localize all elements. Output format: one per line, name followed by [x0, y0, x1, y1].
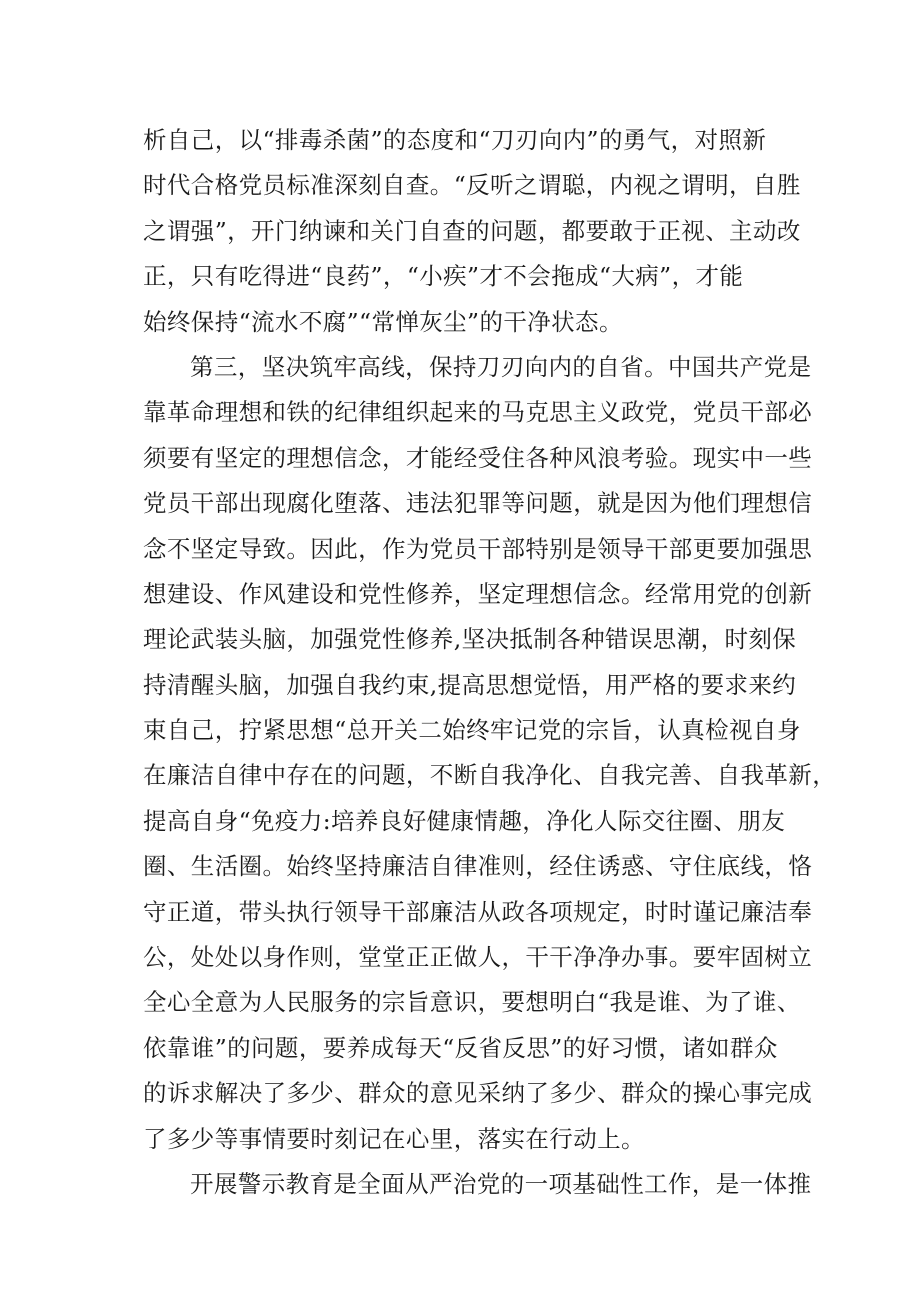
- document-body: [143, 118, 837, 1207]
- text-line: 理论武装头脑，加强党性修养,坚决抵制各种错误思潮，时刻保: [143, 625, 797, 654]
- text-line: 守正道，带头执行领导干部廉洁从政各项规定，时时谨记廉洁奉: [143, 897, 813, 926]
- text-line: 束自己，拧紧思想“总开关二始终牢记党的宗旨，认真检视自身: [143, 716, 801, 745]
- text-line: 党员干部出现腐化堕落、违法犯罪等问题，就是因为他们理想信: [143, 489, 813, 518]
- paragraph-first-line: 第三，坚决筑牢高线，保持刀刃向内的自省。中国共产党是: [190, 352, 812, 381]
- text-line: 靠革命理想和铁的纪律组织起来的马克思主义政党，党员干部必: [143, 398, 813, 427]
- text-line: 圈、生活圈。始终坚持廉洁自律准则，经住诱惑、守住底线，恪: [143, 852, 813, 881]
- text-line: 提高自身“免疫力:培养良好健康情趣，净化人际交往圈、朋友: [143, 806, 786, 835]
- text-line: 正，只有吃得进“良药”，“小疾”才不会拖成“大病”，才能: [143, 262, 744, 291]
- text-line: 了多少等事情要时刻记在心里，落实在行动上。: [143, 1124, 645, 1153]
- text-line: 的诉求解决了多少、群众的意见采纳了多少、群众的操心事完成: [143, 1079, 813, 1108]
- text-line: 析自己，以“排毒杀菌”的态度和“刀刃向内”的勇气，对照新: [143, 126, 767, 154]
- text-line: 在廉洁自律中存在的问题，不断自我净化、自我完善、自我革新，: [143, 761, 837, 790]
- text-line: 全心全意为人民服务的宗旨意识，要想明白“我是谁、为了谁、: [143, 988, 801, 1017]
- text-line: 须要有坚定的理想信念，才能经受住各种风浪考验。现实中一些: [143, 443, 813, 472]
- paragraph-first-line: 开展警示教育是全面从严治党的一项基础性工作，是一体推: [190, 1169, 812, 1198]
- text-line: 持清醒头脑，加强自我约束,提高思想觉悟，用严格的要求来约: [143, 670, 797, 699]
- text-line: 公，处处以身作则，堂堂正正做人，干干净净办事。要牢固树立: [143, 943, 813, 972]
- text-line: 之谓强”，开门纳谏和关门自查的问题，都要敢于正视、主动改: [143, 216, 801, 245]
- text-line: 时代合格党员标准深刻自查。“反听之谓聪，内视之谓明，自胜: [143, 171, 801, 200]
- text-line: 念不坚定导致。因此，作为党员干部特别是领导干部更要加强思: [143, 534, 813, 563]
- text-line: 始终保持“流水不腐”“常惮灰尘”的干净状态。: [143, 307, 623, 336]
- text-line: 想建设、作风建设和党性修养，坚定理想信念。经常用党的创新: [143, 579, 813, 608]
- text-line: 依靠谁”的问题，要养成每天“反省反思”的好习惯，诸如群众: [143, 1033, 778, 1062]
